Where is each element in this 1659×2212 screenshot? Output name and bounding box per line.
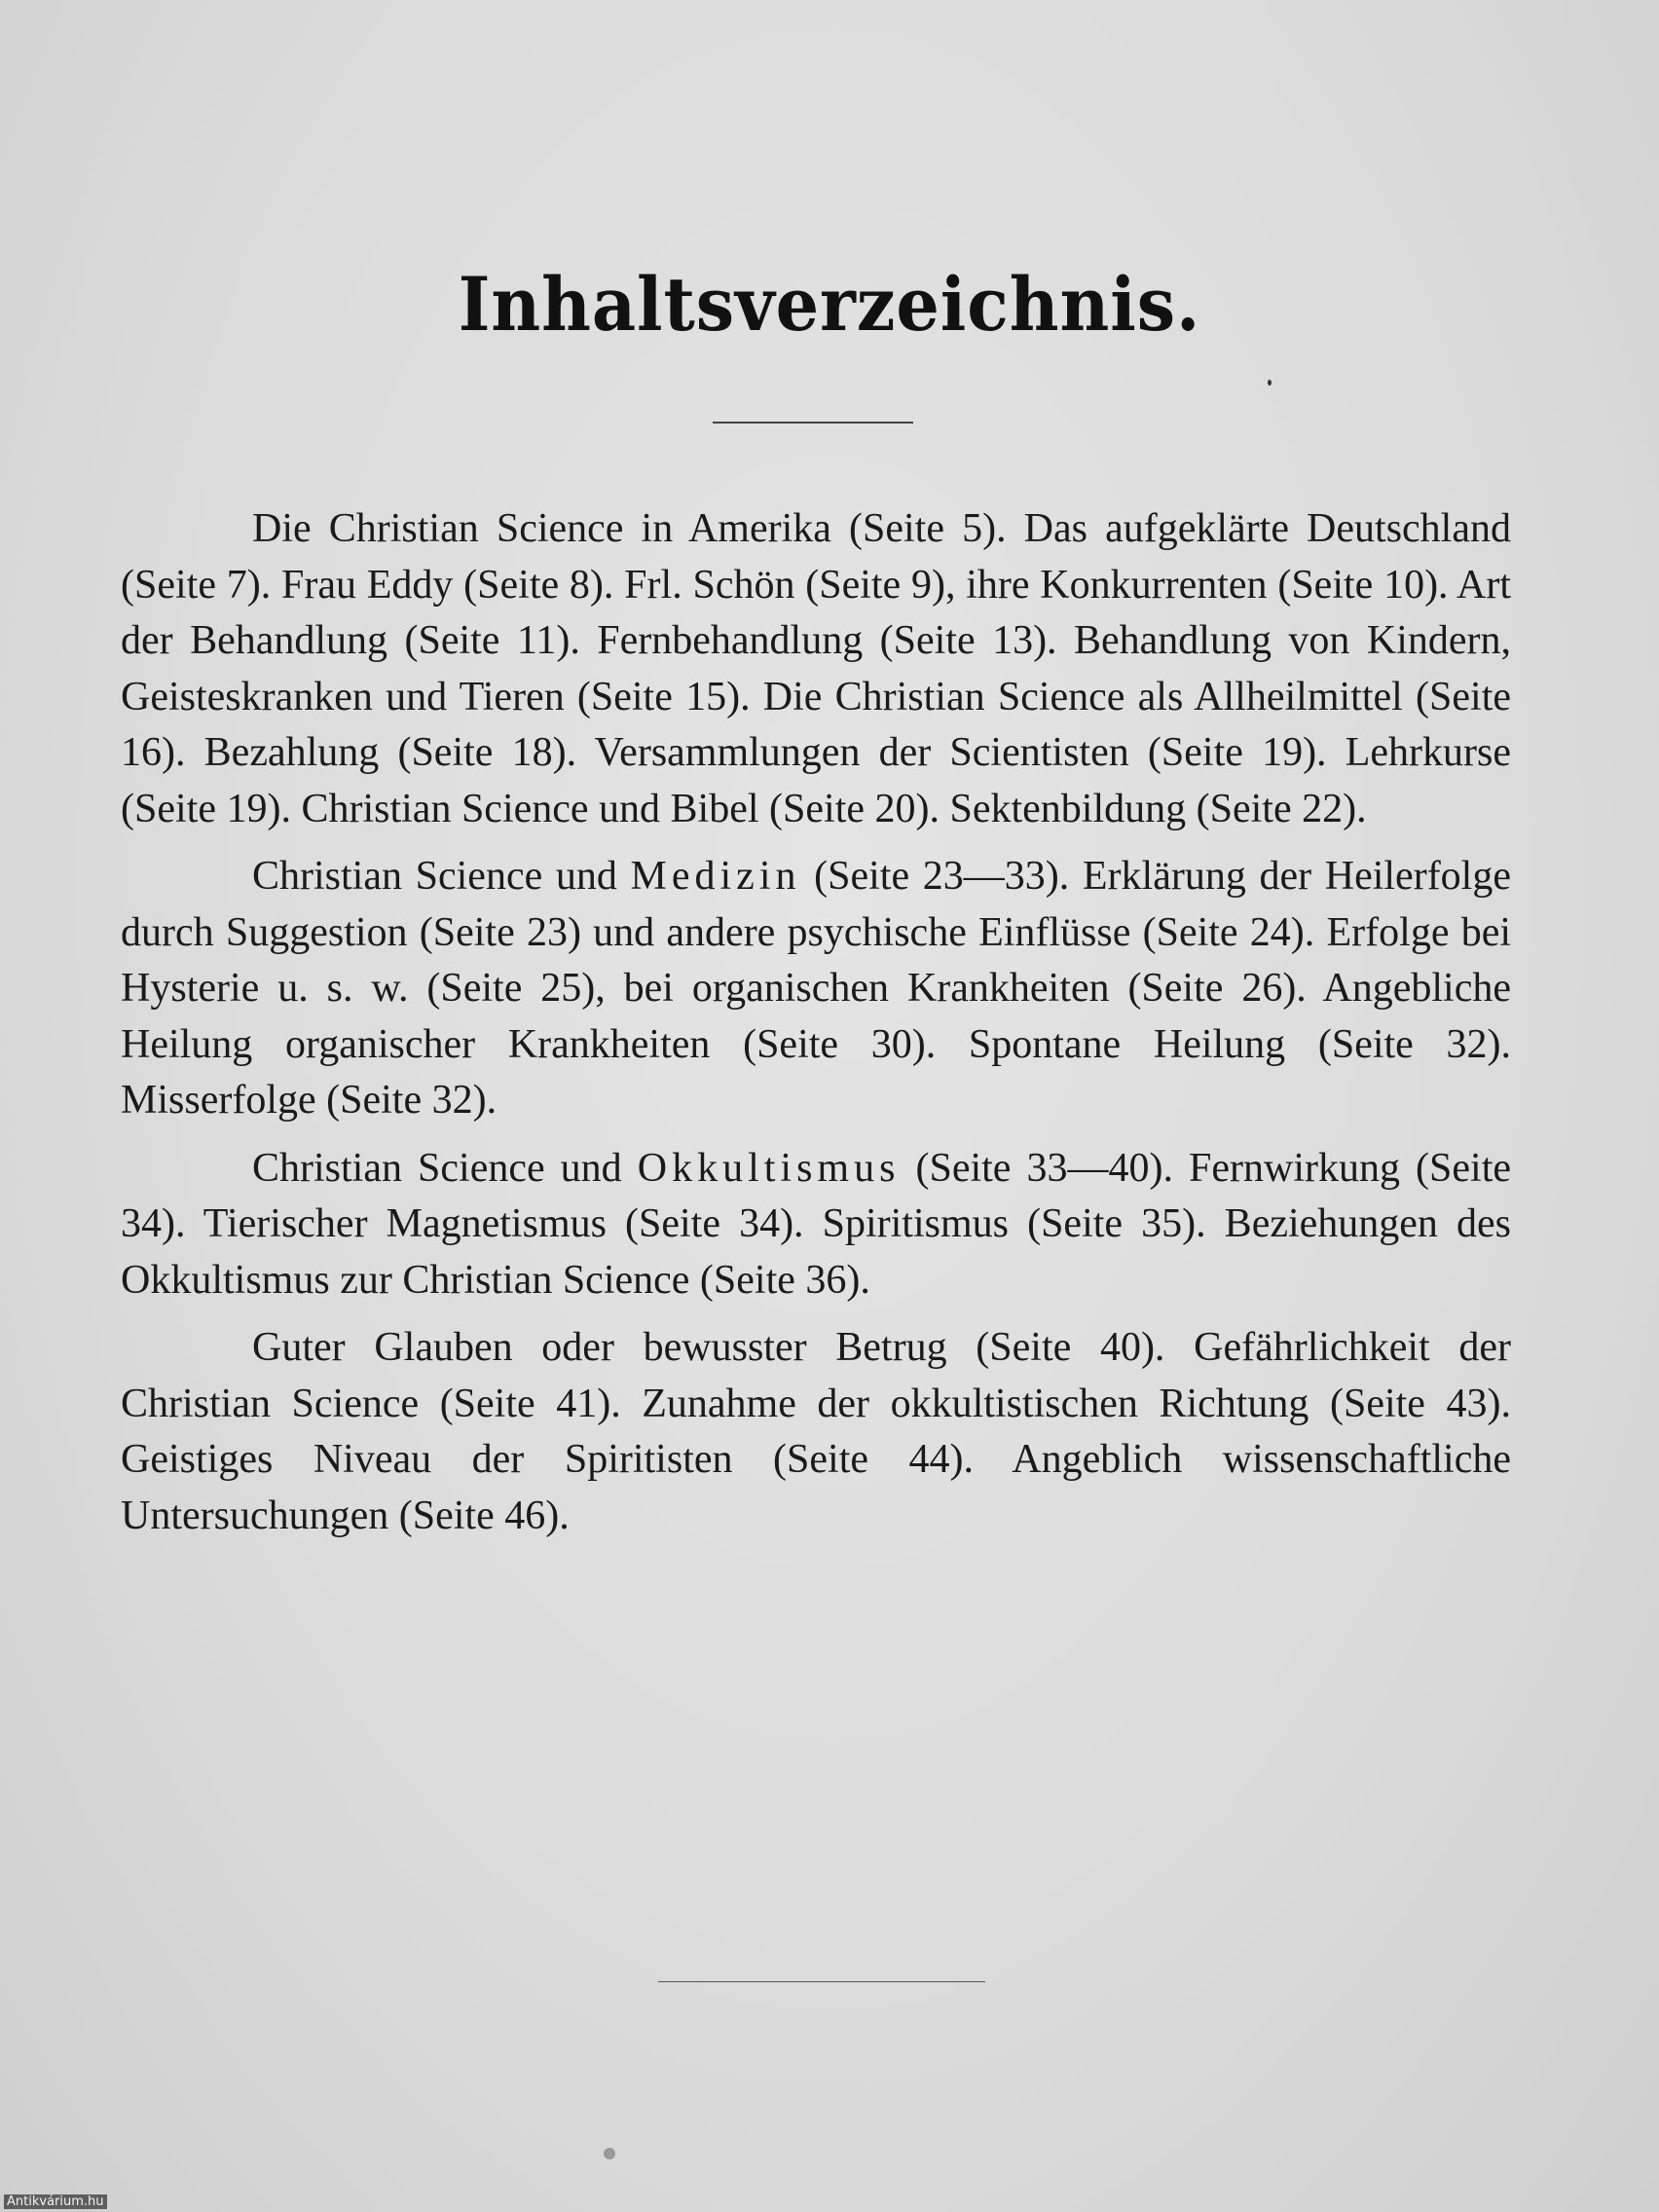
toc-paragraph-3 (121, 1141, 1511, 1309)
bottom-divider-rule (658, 1981, 985, 1982)
toc-paragraph-3-emphasis: Okkultismus (637, 1145, 901, 1191)
toc-paragraph-2-emphasis: Medizin (630, 854, 801, 899)
paper-blemish (604, 2148, 615, 2159)
toc-paragraph-2 (121, 849, 1511, 1129)
toc-paragraph-1: Die Christian Science in Amerika (Seite 5). Das aufgeklärte Deutschland (Seite 7). Frau Eddy (Seite 8). Frl. Schön (Seite 9), ihre Konkurrenten (Seite 10). Art der Behandlung (Seite 11). Fernbehandlung (Seite 13). Behandlung von Kindern, Geisteskranken und Tieren (Seite 15). Die Christian Science als Allheilmittel (Seite 16). Bezahlung (Seite 18). Versammlungen der Scientisten (Seite 19). Lehrkurse (Seite 19). Christian Science und Bibel (Seite 20). Sektenbildung (Seite 22). (121, 506, 1511, 831)
toc-paragraph-4: Guter Glauben oder bewusster Betrug (Seite 40). Gefährlichkeit der Christian Science (Seite 41). Zunahme der okkultistischen Richtung (Seite 43). Geistiges Niveau der Spiritisten (Seite 44). Angeblich wissenschaftliche Untersuchungen (Seite 46). (121, 1325, 1511, 1538)
toc-paragraph-2-start: Christian Science und (252, 854, 631, 899)
table-of-contents (121, 501, 1511, 1556)
watermark-label: Antikvárium.hu (4, 2194, 107, 2209)
toc-paragraph-2-rest: (Seite 23—33). Erklärung der Heilerfolge durch Suggestion (Seite 23) und andere psychische Einflüsse (Seite 24). Erfolge bei Hysterie u. s. w. (Seite 25), bei organischen Krankheiten (Seite 26). Angebliche Heilung organischer Krankheiten (Seite 30). Spontane Heilung (Seite 32). Misserfolge (Seite 32). (121, 854, 1511, 1123)
toc-paragraph-3-rest: (Seite 33—40). Fernwirkung (Seite 34). Tierischer Magnetismus (Seite 34). Spiritismus (Seite 35). Beziehungen des Okkultismus zur Christian Science (Seite 36). (121, 1145, 1512, 1303)
toc-paragraph-3-start: Christian Science und (252, 1145, 638, 1191)
page-title: Inhaltsverzeichnis. (458, 261, 1201, 348)
top-divider-rule (713, 422, 913, 424)
ink-speck (1268, 380, 1272, 386)
